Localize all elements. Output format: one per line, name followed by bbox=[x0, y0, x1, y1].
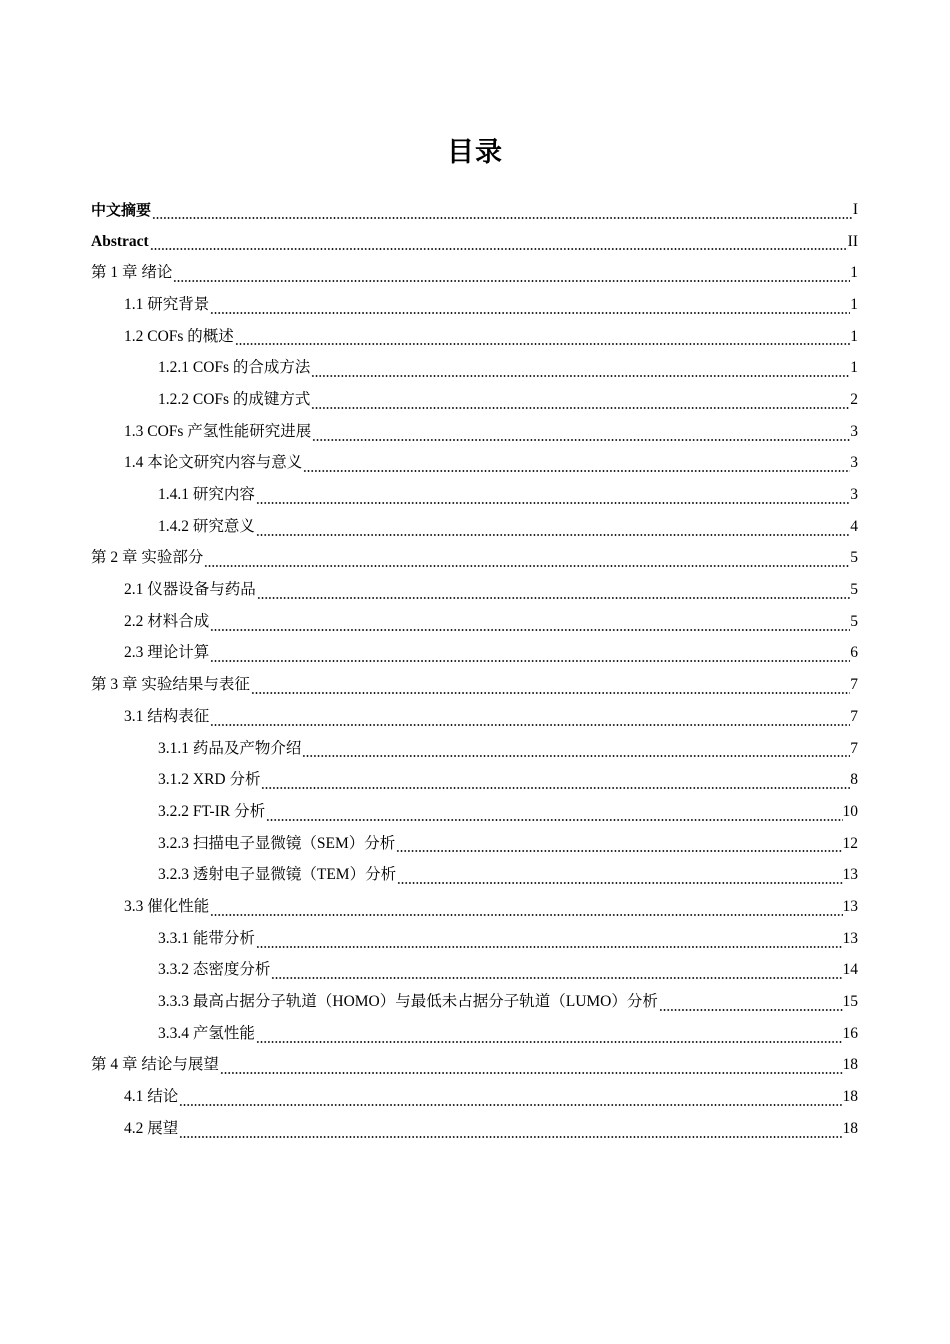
toc-entry[interactable] bbox=[0, 574, 950, 606]
dot-leader bbox=[220, 1071, 843, 1075]
toc-entry-title: Abstract bbox=[91, 232, 149, 250]
toc-entry[interactable] bbox=[0, 448, 950, 480]
toc-entry-title: 1.1 研究背景 bbox=[124, 295, 210, 313]
dot-leader bbox=[251, 691, 850, 695]
toc-entry[interactable] bbox=[0, 891, 950, 923]
toc-entry-title: 1.2 COFs 的概述 bbox=[124, 327, 234, 345]
toc-entry-page-number: 13 bbox=[842, 897, 858, 915]
dot-leader bbox=[396, 849, 842, 853]
toc-entry[interactable] bbox=[0, 1018, 950, 1050]
toc-entry[interactable] bbox=[0, 955, 950, 987]
toc-entry-page-number: II bbox=[847, 232, 858, 250]
dot-leader bbox=[210, 659, 850, 663]
toc-entry-title: 2.2 材料合成 bbox=[124, 612, 210, 630]
toc-entry-title: 1.4 本论文研究内容与意义 bbox=[124, 454, 303, 472]
toc-entry[interactable] bbox=[0, 226, 950, 258]
dot-leader bbox=[659, 1008, 843, 1012]
toc-entry[interactable] bbox=[0, 257, 950, 289]
toc-entry-page-number: 13 bbox=[842, 866, 858, 884]
toc-entry[interactable] bbox=[0, 638, 950, 670]
toc-entry-page-number: 5 bbox=[850, 581, 858, 599]
toc-entry-page-number: 1 bbox=[850, 264, 858, 282]
toc-entry-page-number: 3 bbox=[850, 486, 858, 504]
toc-entry[interactable] bbox=[0, 859, 950, 891]
toc-entry[interactable] bbox=[0, 606, 950, 638]
toc-entry-title: 1.4.1 研究内容 bbox=[158, 486, 255, 504]
toc-entry[interactable] bbox=[0, 416, 950, 448]
toc-entry-title: 第 4 章 结论与展望 bbox=[91, 1056, 219, 1074]
toc-entry[interactable] bbox=[0, 986, 950, 1018]
dot-leader bbox=[311, 406, 850, 410]
toc-entry-page-number: 18 bbox=[842, 1056, 858, 1074]
toc-entry-title: 1.4.2 研究意义 bbox=[158, 517, 255, 535]
dot-leader bbox=[302, 754, 850, 758]
toc-entry[interactable] bbox=[0, 1050, 950, 1082]
toc-entry-page-number: 12 bbox=[842, 834, 858, 852]
toc-entry[interactable] bbox=[0, 733, 950, 765]
dot-leader bbox=[210, 311, 850, 315]
toc-entry-title: 2.3 理论计算 bbox=[124, 644, 210, 662]
toc-entry-page-number: 2 bbox=[850, 390, 858, 408]
dot-leader bbox=[256, 945, 843, 949]
toc-entry-title: 第 2 章 实验部分 bbox=[91, 549, 204, 567]
page-title: 目录 bbox=[447, 137, 503, 168]
toc-entry-page-number: I bbox=[852, 200, 858, 218]
toc-entry-page-number: 18 bbox=[842, 1088, 858, 1106]
dot-leader bbox=[204, 564, 850, 568]
toc-entry-title: 3.3.4 产氢性能 bbox=[158, 1024, 255, 1042]
toc-entry-page-number: 14 bbox=[842, 961, 858, 979]
toc-entry-title: 3.1 结构表征 bbox=[124, 707, 210, 725]
toc-entry-title: 3.3.3 最高占据分子轨道（HOMO）与最低未占据分子轨道（LUMO）分析 bbox=[158, 993, 658, 1011]
toc-entry-title: 第 3 章 实验结果与表征 bbox=[91, 676, 250, 694]
toc-entry[interactable] bbox=[0, 384, 950, 416]
toc-entry-page-number: 6 bbox=[850, 644, 858, 662]
toc-entry[interactable] bbox=[0, 1081, 950, 1113]
dot-leader bbox=[397, 881, 842, 885]
toc-entry-title: 2.1 仪器设备与药品 bbox=[124, 581, 256, 599]
toc-entry-page-number: 3 bbox=[850, 454, 858, 472]
dot-leader bbox=[256, 1040, 843, 1044]
toc-entry-title: 3.3.1 能带分析 bbox=[158, 929, 255, 947]
toc-entry-page-number: 10 bbox=[842, 802, 858, 820]
dot-leader bbox=[173, 279, 850, 283]
toc-entry[interactable] bbox=[0, 828, 950, 860]
toc-entry-page-number: 7 bbox=[850, 676, 858, 694]
toc-entry-page-number: 1 bbox=[850, 359, 858, 377]
dot-leader bbox=[210, 628, 850, 632]
toc-entry-title: 1.2.2 COFs 的成键方式 bbox=[158, 390, 311, 408]
toc-entry-page-number: 8 bbox=[850, 771, 858, 789]
dot-leader bbox=[256, 501, 850, 505]
toc-entry[interactable] bbox=[0, 321, 950, 353]
dot-leader bbox=[266, 818, 842, 822]
dot-leader bbox=[179, 1135, 842, 1139]
toc-entry-page-number: 5 bbox=[850, 612, 858, 630]
dot-leader bbox=[271, 976, 842, 980]
dot-leader bbox=[311, 374, 850, 378]
toc-entry[interactable] bbox=[0, 194, 950, 226]
toc-entry-page-number: 7 bbox=[850, 739, 858, 757]
toc-entry-page-number: 18 bbox=[842, 1119, 858, 1137]
toc-entry-title: 中文摘要 bbox=[91, 200, 152, 219]
dot-leader bbox=[303, 469, 850, 473]
toc-entry-title: 4.1 结论 bbox=[124, 1088, 179, 1106]
dot-leader bbox=[257, 596, 850, 600]
toc-entry[interactable] bbox=[0, 511, 950, 543]
toc-entry-page-number: 1 bbox=[850, 327, 858, 345]
toc-entry[interactable] bbox=[0, 543, 950, 575]
toc-entry-page-number: 5 bbox=[850, 549, 858, 567]
toc-entry-page-number: 4 bbox=[850, 517, 858, 535]
table-of-contents bbox=[0, 194, 950, 1145]
toc-entry-title: 3.3.2 态密度分析 bbox=[158, 961, 271, 979]
dot-leader bbox=[150, 247, 848, 251]
toc-entry[interactable] bbox=[0, 1113, 950, 1145]
dot-leader bbox=[312, 438, 850, 442]
toc-entry[interactable] bbox=[0, 764, 950, 796]
dot-leader bbox=[152, 216, 853, 220]
toc-entry-title: 1.2.1 COFs 的合成方法 bbox=[158, 359, 311, 377]
toc-entry[interactable] bbox=[0, 701, 950, 733]
dot-leader bbox=[210, 913, 842, 917]
toc-entry[interactable] bbox=[0, 289, 950, 321]
toc-entry[interactable] bbox=[0, 923, 950, 955]
toc-entry[interactable] bbox=[0, 796, 950, 828]
toc-entry-page-number: 1 bbox=[850, 295, 858, 313]
toc-entry-title: 1.3 COFs 产氢性能研究进展 bbox=[124, 422, 312, 440]
dot-leader bbox=[261, 786, 850, 790]
toc-entry-title: 3.1.1 药品及产物介绍 bbox=[158, 739, 302, 757]
toc-entry-page-number: 7 bbox=[850, 707, 858, 725]
toc-entry-title: 3.2.2 FT-IR 分析 bbox=[158, 802, 266, 820]
toc-entry-title: 3.2.3 扫描电子显微镜（SEM）分析 bbox=[158, 834, 396, 852]
toc-entry-page-number: 15 bbox=[842, 993, 858, 1011]
dot-leader bbox=[256, 533, 850, 537]
toc-entry-title: 3.3 催化性能 bbox=[124, 897, 210, 915]
toc-entry-title: 第 1 章 绪论 bbox=[91, 264, 173, 282]
toc-entry-page-number: 3 bbox=[850, 422, 858, 440]
dot-leader bbox=[235, 342, 850, 346]
toc-entry-title: 3.1.2 XRD 分析 bbox=[158, 771, 261, 789]
toc-entry-title: 3.2.3 透射电子显微镜（TEM）分析 bbox=[158, 866, 397, 884]
dot-leader bbox=[210, 723, 850, 727]
toc-entry-title: 4.2 展望 bbox=[124, 1119, 179, 1137]
dot-leader bbox=[179, 1103, 842, 1107]
toc-entry[interactable] bbox=[0, 352, 950, 384]
toc-entry-page-number: 16 bbox=[842, 1024, 858, 1042]
toc-entry-page-number: 13 bbox=[842, 929, 858, 947]
toc-entry[interactable] bbox=[0, 669, 950, 701]
toc-entry[interactable] bbox=[0, 479, 950, 511]
